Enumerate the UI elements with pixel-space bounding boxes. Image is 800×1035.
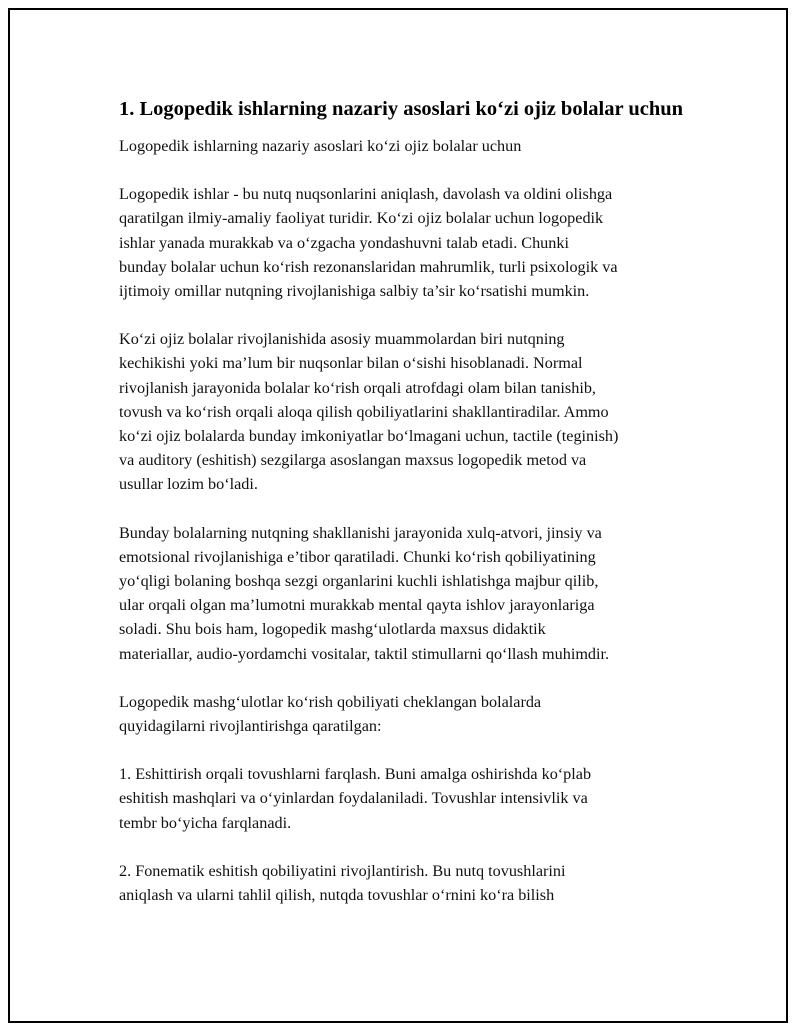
emotional-paragraph: Bunday bolalarning nutqning shakllanishi jarayonida xulq-atvori, jinsiy va emotsional rivojlanishiga e’tibor qaratiladi. Chunki ko‘rish qobiliyatining yo‘qligi bolaning boshqa sezgi organlarini kuchli ishlatishga majbur qilib, ular orqali olgan ma’lumotni murakkab mental qayta ishlov jarayonlariga soladi. Shu bois ham, logopedik mashg‘ulotlarda maxsus didaktik materiallar, audio-yordamchi vositalar, taktil stimullarni qo‘llash muhimdir. xyxy=(119,523,610,663)
document-body xyxy=(119,96,699,931)
development-paragraph: Ko‘zi ojiz bolalar rivojlanishida asosiy muammolardan biri nutqning kechikishi yoki ma’lum bir nuqsonlar bilan o‘sishi hisoblanadi. Normal rivojlanish jarayonida bolalar ko‘rish orqali atrofdagi olam bilan tanishib, tovush va ko‘rish orqali aloqa qilish qobiliyatlarini shakllantiradilar. Ammo ko‘zi ojiz bolalarda bunday imkoniyatlar bo‘lmagani uchun, tactile (teginish) va auditory (eshitish) sezgilarga asoslangan maxsus logopedik metod va usullar lozim bo‘ladi. xyxy=(119,330,619,494)
page-frame xyxy=(8,8,788,1023)
section-heading: 1. Logopedik ishlarning nazariy asoslari ko‘zi ojiz bolalar uchun xyxy=(119,98,684,120)
intro-paragraph: Logopedik ishlarning nazariy asoslari ko‘zi ojiz bolalar uchun xyxy=(119,137,522,155)
list-item-2: 2. Fonematik eshitish qobiliyatini rivojlantirish. Bu nutq tovushlarini aniqlash va ularni tahlil qilish, nutqda tovushlar o‘rnini ko‘ra bilish xyxy=(119,861,566,905)
definition-paragraph: Logopedik ishlar - bu nutq nuqsonlarini aniqlash, davolash va oldini olishga qaratilgan ilmiy-amaliy faoliyat turidir. Ko‘zi ojiz bolalar uchun logopedik ishlar yanada murakkab va o‘zgacha yondashuvni talab etadi. Chunki bunday bolalar uchun ko‘rish rezonanslaridan mahrumlik, turli psixologik va ijtimoiy omillar nutqning rivojlanishiga salbiy ta’sir ko‘rsatishi mumkin. xyxy=(119,185,618,301)
goals-intro-paragraph: Logopedik mashg‘ulotlar ko‘rish qobiliyati cheklangan bolalarda quyidagilarni rivojlantirishga qaratilgan: xyxy=(119,692,542,736)
list-item-1: 1. Eshittirish orqali tovushlarni farqlash. Buni amalga oshirishda ko‘plab eshitish mashqlari va o‘yinlardan foydalaniladi. Tovushlar intensivlik va tembr bo‘yicha farqlanadi. xyxy=(119,765,592,832)
